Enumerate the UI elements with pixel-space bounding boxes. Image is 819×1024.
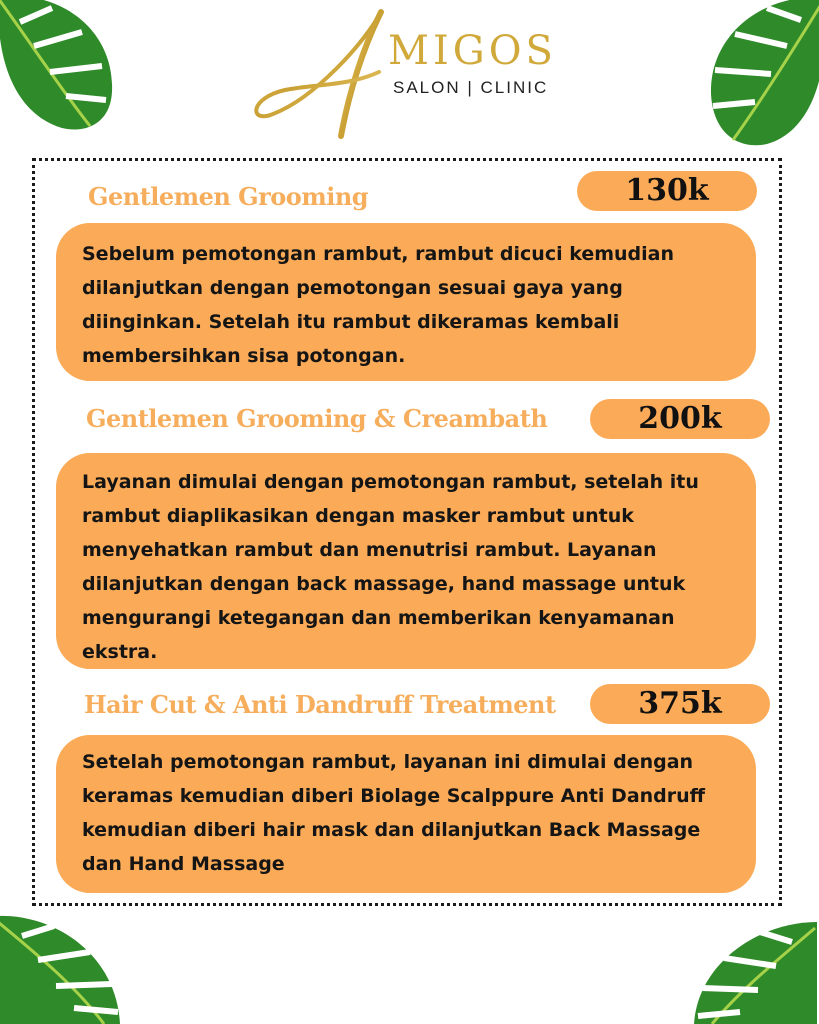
monstera-leaf-icon (0, 912, 124, 1024)
logo-initial-a (245, 8, 395, 143)
monstera-leaf-icon (705, 0, 819, 154)
price-badge: 130k (577, 171, 757, 211)
logo-wordmark: MIGOS (388, 28, 557, 74)
monstera-leaf-icon (0, 0, 120, 142)
price-badge: 375k (590, 684, 770, 724)
service-title: Gentlemen Grooming & Creambath (86, 404, 548, 433)
price-badge: 200k (590, 399, 770, 439)
service-title: Hair Cut & Anti Dandruff Treatment (84, 690, 556, 719)
service-description: Layanan dimulai dengan pemotongan rambut, setelah itu rambut diaplikasikan dengan masker rambut untuk menyehatkan rambut dan menutrisi rambut. Layanan dilanjutkan dengan back massage, hand massage untuk mengurangi ketegangan dan memberikan kenyamanan ekstra. (56, 453, 756, 669)
brand-logo (245, 8, 575, 143)
service-description: Sebelum pemotongan rambut, rambut dicuci kemudian dilanjutkan dengan pemotongan sesuai gaya yang diinginkan. Setelah itu rambut dikeramas kembali membersihkan sisa potongan. (56, 223, 756, 381)
monstera-leaf-icon (690, 918, 819, 1024)
service-title: Gentlemen Grooming (88, 182, 369, 211)
logo-subtitle: SALON | CLINIC (393, 78, 549, 97)
service-description: Setelah pemotongan rambut, layanan ini dimulai dengan keramas kemudian diberi Biolage Scalppure Anti Dandruff kemudian diberi hair mask dan dilanjutkan Back Massage dan Hand Massage (56, 735, 756, 893)
